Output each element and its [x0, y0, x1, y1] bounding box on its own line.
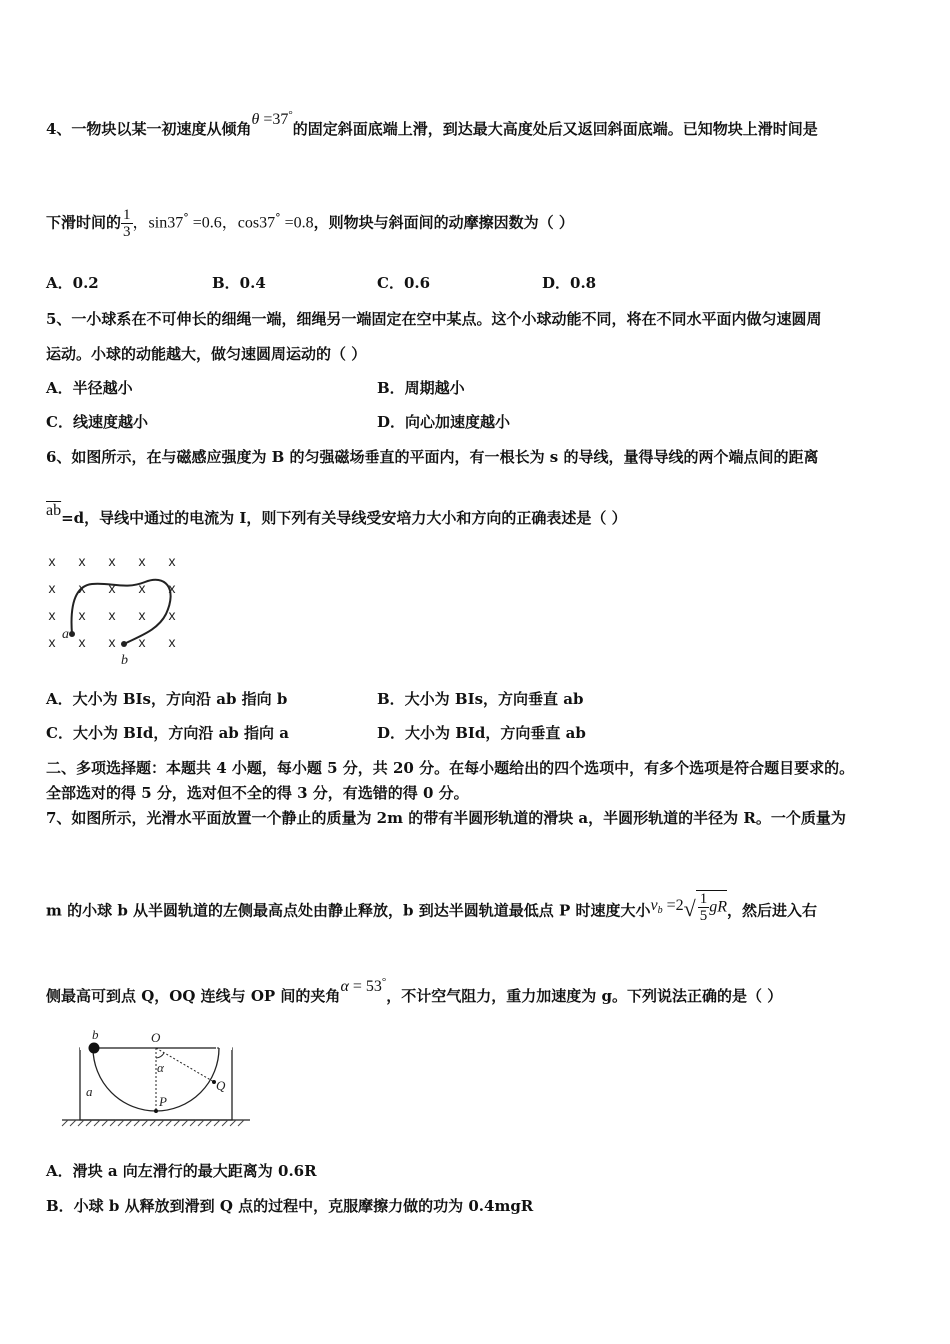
q6-option-d[interactable]: D．大小为 BId，方向垂直 ab — [377, 724, 586, 742]
q7-alpha-expr: α = 53° — [340, 976, 387, 995]
field-x-mark: x — [108, 634, 116, 650]
fig7-label-p: P — [159, 1094, 167, 1109]
q4-theta-eq: θ =37° — [251, 109, 293, 128]
q7-option-b[interactable]: B．小球 b 从释放到滑到 Q 点的过程中，克服摩擦力做的功为 0.4mgR — [46, 1197, 534, 1215]
q6-field-figure — [40, 548, 190, 670]
q4-option-a[interactable]: A．0.2 — [46, 274, 99, 292]
q4-text2: 下滑时间的 — [46, 213, 122, 232]
field-x-mark: x — [48, 607, 56, 623]
q4-line1 — [46, 109, 818, 140]
label-b: b — [121, 653, 128, 668]
q5-line2: 运动。小球的动能越大，做匀速圆周运动的（ ） — [46, 345, 367, 363]
q6-option-b[interactable]: B．大小为 BIs，方向垂直 ab — [377, 690, 584, 708]
q7-line1: 7、如图所示，光滑水平面放置一个静止的质量为 2m 的带有半圆形轨道的滑块 a，半圆形轨道的半径为 R。一个质量为 — [46, 809, 846, 827]
field-x-mark: x — [48, 580, 56, 596]
sqrt-sign: √ — [683, 895, 696, 921]
field-x-mark: x — [48, 634, 56, 650]
q5-option-a[interactable]: A．半径越小 — [46, 379, 133, 397]
field-x-mark: x — [108, 607, 116, 623]
field-x-mark: x — [108, 553, 116, 569]
field-x-mark: x — [168, 580, 176, 596]
q7-text3-post: ，不计空气阻力，重力加速度为 g。下列说法正确的是（ ） — [386, 987, 783, 1005]
q7-track-figure — [58, 1028, 253, 1134]
sqrt-content: $\frac{1}{5}$ gR — [696, 890, 727, 924]
wire-curve — [72, 580, 171, 644]
fig7-label-b: b — [92, 1028, 99, 1042]
q7-line3 — [46, 976, 783, 1007]
q6-line2 — [46, 502, 627, 529]
field-x-mark: x — [48, 553, 56, 569]
field-x-mark: x — [138, 553, 146, 569]
q5-line1: 5、一小球系在不可伸长的细绳一端，细绳另一端固定在空中某点。这个小球动能不同，将在不同水平面内做匀速圆周 — [46, 310, 822, 328]
q7-option-a[interactable]: A．滑块 a 向左滑行的最大距离为 0.6R — [46, 1162, 317, 1180]
ground-hatching — [62, 1120, 244, 1126]
q6-ab-overline: $\overline{ab}$ — [46, 502, 62, 519]
wire-end-b — [121, 641, 127, 647]
field-x-mark: x — [168, 553, 176, 569]
q4-option-d[interactable]: D．0.8 — [542, 274, 597, 292]
field-x-mark: x — [78, 553, 86, 569]
field-x-mark: x — [138, 607, 146, 623]
field-x-mark: x — [138, 580, 146, 596]
q5-option-c[interactable]: C．线速度越小 — [46, 413, 148, 431]
q4-text-post: 的固定斜面底端上滑，到达最大高度处后又返回斜面底端。已知物块上滑时间是 — [292, 120, 818, 138]
field-x-mark: x — [168, 634, 176, 650]
q6-line1: 6、如图所示，在与磁感应强度为 B 的匀强磁场垂直的平面内，有一根长为 s 的导线，量得导线的两个端点间的距离 — [46, 448, 819, 466]
label-a: a — [62, 627, 69, 642]
q4-text2-post: ，则物块与斜面间的动摩擦因数为（ ） — [313, 213, 574, 232]
q6-option-c[interactable]: C．大小为 BId，方向沿 ab 指向 a — [46, 724, 289, 742]
wire-end-a — [69, 631, 75, 637]
field-x-mark: x — [138, 634, 146, 650]
q4-text: 4、一物块以某一初速度从倾角 — [46, 120, 252, 138]
q4-cos: cos37 — [237, 214, 276, 232]
q4-option-c[interactable]: C．0.6 — [377, 274, 431, 292]
q4-sin: ，sin37 — [132, 214, 184, 232]
field-x-mark: x — [78, 580, 86, 596]
fig7-label-alpha: α — [157, 1060, 164, 1075]
q4-option-b[interactable]: B．0.4 — [212, 274, 266, 292]
q6-option-a[interactable]: A．大小为 BIs，方向沿 ab 指向 b — [46, 690, 288, 708]
q6-text2: =d，导线中通过的电流为 I，则下列有关导线受安培力大小和方向的正确表述是（ ） — [61, 509, 627, 527]
q7-text2: m 的小球 b 从半圆轨道的左侧最高点处由静止释放，b 到达半圆轨道最低点 P 时速度大小 — [46, 901, 651, 920]
q4-line2: 下滑时间的 $\frac{1}{3}$ ，sin37° =0.6，cos37° =0.8，则物块与斜面间的动摩擦因数为（ ） — [46, 207, 574, 240]
fig7-label-q: Q — [216, 1078, 226, 1093]
fig7-label-a: a — [86, 1084, 93, 1099]
q4-cos-val: =0.8 — [280, 214, 314, 232]
q7-velocity-expr: vb =2 — [650, 896, 684, 916]
ball-b — [89, 1043, 100, 1054]
field-x-mark: x — [78, 634, 86, 650]
q7-text2-post: ，然后进入右 — [726, 901, 817, 920]
q5-option-b[interactable]: B．周期越小 — [377, 379, 465, 397]
q7-fraction: $\frac{1}{5}$ — [699, 891, 708, 924]
oq-line — [156, 1048, 214, 1082]
angle-arc — [156, 1053, 164, 1058]
section2-line1: 二、多项选择题：本题共 4 小题，每小题 5 分，共 20 分。在每小题给出的四个选项中，有多个选项是符合题目要求的。 — [46, 759, 855, 777]
q4-sin-val: =0.6， — [188, 214, 238, 232]
point-p — [154, 1109, 158, 1113]
fig7-label-o: O — [151, 1030, 161, 1045]
q5-option-d[interactable]: D．向心加速度越小 — [377, 413, 511, 431]
field-x-mark: x — [168, 607, 176, 623]
section2-line2: 全部选对的得 5 分，选对但不全的得 3 分，有选错的得 0 分。 — [46, 784, 469, 802]
q7-line2 — [46, 891, 817, 928]
q7-text3: 侧最高可到点 Q，OQ 连线与 OP 间的夹角 — [46, 987, 341, 1005]
q4-fraction: $\frac{1}{3}$ — [123, 207, 131, 240]
field-x-mark: x — [78, 607, 86, 623]
field-x-mark: x — [108, 580, 116, 596]
